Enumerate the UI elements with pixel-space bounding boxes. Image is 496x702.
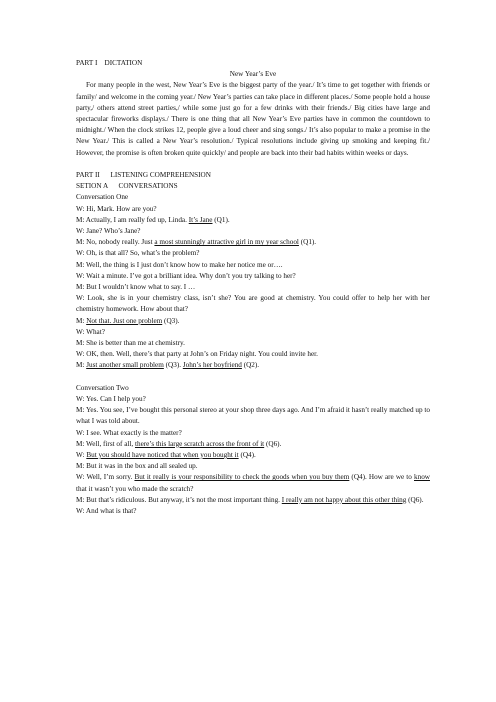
dialogue-line: W: Look, she is in your chemistry class, isn’t she? You are good at chemistry. You could offer to help her with her chemistry homework. How about that? — [76, 294, 430, 314]
dialogue-line — [76, 450, 430, 461]
dialogue-line: W: Oh, is that all? So, what’s the problem? — [76, 249, 200, 258]
dialogue-text: that it wasn’t you who made the scratch? — [76, 484, 194, 493]
underlined-answer: know — [414, 473, 430, 482]
dialogue-text: W: Well, I’m sorry. — [76, 473, 135, 482]
dialogue-line: M: But it was in the box and all sealed up. — [76, 462, 198, 471]
dialogue-text: W: — [76, 451, 87, 460]
dialogue-line: M: Well, the thing is I just don’t know how to make her notice me or…. — [76, 260, 283, 269]
underlined-answer: It’s Jane — [188, 215, 213, 224]
underlined-answer: there’s this large scratch across the front of it — [134, 439, 265, 448]
dialogue-line — [76, 439, 430, 450]
dialogue-line: W: Jane? Who’s Jane? — [76, 226, 141, 235]
dialogue-line — [76, 215, 430, 226]
dialogue-text: (Q6). — [264, 439, 282, 448]
dialogue-line: M: Yes. You see, I’ve bought this personal stereo at your shop three days ago. And I’m afraid it hasn’t really matched up to what I was told about. — [76, 406, 430, 426]
conversation-two-heading: Conversation Two — [76, 383, 129, 392]
part2-heading: PART II LISTENING COMPREHENSION — [76, 170, 211, 179]
underlined-answer: Just another small problem — [86, 361, 164, 370]
underlined-answer: But it really is your responsibility to check the goods when you buy them — [134, 473, 350, 482]
underlined-answer: Not that. Just one problem — [86, 316, 163, 325]
dialogue-text: (Q4). — [238, 451, 256, 460]
dialogue-line — [76, 316, 430, 327]
dialogue-text: (Q6). — [406, 495, 424, 504]
spacer — [76, 372, 430, 383]
dialogue-text: (Q1). — [212, 215, 230, 224]
dictation-title: New Year’s Eve — [229, 70, 277, 79]
part1-heading: PART I DICTATION — [76, 59, 143, 67]
dialogue-text: (Q4). How are we to — [349, 473, 414, 482]
dialogue-text: (Q3). — [162, 316, 180, 325]
underlined-answer: I really am not happy about this other thing — [281, 495, 407, 504]
dialogue-line: W: What? — [76, 327, 105, 336]
dialogue-line — [76, 360, 430, 371]
spacer — [76, 159, 430, 170]
dialogue-text: (Q2). — [241, 361, 260, 370]
dialogue-text: M: — [76, 361, 87, 370]
dialogue-line: W: OK, then. Well, there’s that party at John’s on Friday night. You could invite her. — [76, 350, 318, 359]
dialogue-text: M: — [76, 316, 87, 325]
underlined-answer: But you should have noticed that when you bought it — [86, 451, 239, 460]
dialogue-line: W: Wait a minute. I’ve got a brilliant idea. Why don’t you try talking to her? — [76, 271, 296, 280]
dialogue-line: W: And what is that? — [76, 507, 137, 516]
dialogue-line: W: Hi, Mark. How are you? — [76, 204, 157, 213]
dialogue-line: W: Yes. Can I help you? — [76, 395, 146, 403]
dialogue-line: M: But I wouldn’t know what to say. I … — [76, 282, 196, 291]
dialogue-text: (Q3). — [163, 361, 183, 370]
document-page — [76, 58, 430, 517]
dialogue-text: M: No, nobody really. Just — [76, 238, 155, 247]
dialogue-line: W: I see. What exactly is the matter? — [76, 428, 182, 437]
section-a-heading: SETION A CONVERSATIONS — [76, 182, 178, 191]
underlined-answer: a most stunningly attractive girl in my year school — [154, 238, 299, 247]
dialogue-line: M: She is better than me at chemistry. — [76, 339, 185, 347]
dialogue-line — [76, 237, 430, 248]
dictation-paragraph: For many people in the west, New Year’s Eve is the biggest party of the year./ It’s time to get together with friends or family/ and welcome in the coming year./ New Year’s parties can take place in different places./ Some people hold a house party,/ others attend street parties,/ while some just go for a few drinks with their friends./ Big cities have large and spectacular fireworks displays./ There is one thing that all New Year’s Eve parties have in common the countdown to midnight./ When the clock strikes 12, people give a loud cheer and sing songs./ It’s also popular to make a promise in the New Year./ This is called a New Year’s resolution./ Typical resolutions include giving up smoking and keeping fit./ However, the promise is often broken quite quickly/ and people are back into their bad habits within weeks or days. — [76, 81, 430, 157]
dialogue-text: M: Actually, I am really fed up, Linda. — [76, 215, 189, 224]
conversation-one-heading: Conversation One — [76, 193, 129, 202]
underlined-answer: John’s her boyfriend — [182, 361, 242, 370]
dialogue-line — [76, 472, 430, 494]
dialogue-text: M: But that’s ridiculous. But anyway, it’s not the most important thing. — [76, 495, 282, 504]
dialogue-text: M: Well, first of all, — [76, 439, 135, 448]
dialogue-text: (Q1). — [298, 238, 317, 247]
dialogue-line — [76, 495, 430, 506]
